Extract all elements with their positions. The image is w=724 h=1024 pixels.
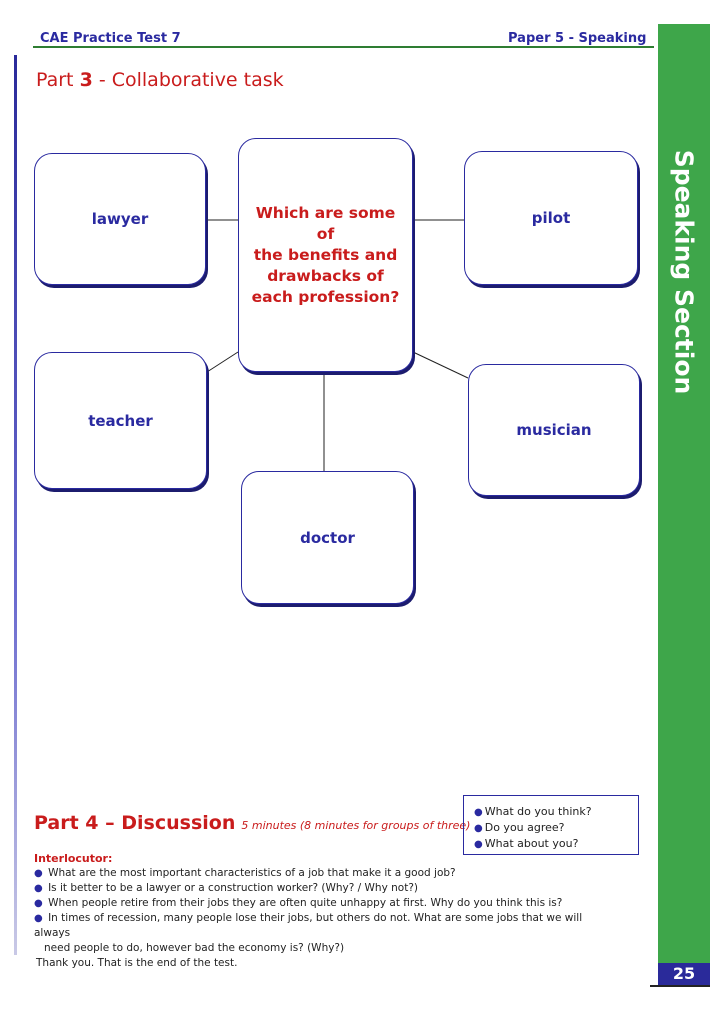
profession-box-lawyer — [34, 153, 206, 285]
part3-number: 3 — [79, 69, 93, 91]
profession-box-doctor — [241, 471, 414, 604]
part4-title: Part 4 – Discussion — [34, 812, 236, 834]
bullet-icon: ● — [34, 913, 43, 924]
bullet-icon: ● — [474, 807, 483, 818]
connector-musician — [413, 352, 468, 378]
bullet-icon: ● — [34, 868, 43, 879]
prompt-item: ● Do you agree? — [474, 821, 565, 834]
bullet-icon: ● — [34, 883, 43, 894]
side-tab-title: Speaking Section — [669, 149, 699, 395]
header-test-title: CAE Practice Test 7 — [40, 31, 181, 46]
question-item: ● In times of recession, many people lose their jobs, but others do not. What are some jobs that we will always — [34, 912, 583, 939]
profession-box-pilot — [464, 151, 638, 285]
follow-up-prompts-box — [463, 795, 639, 855]
profession-label-doctor: doctor — [300, 528, 355, 547]
profession-label-lawyer: lawyer — [91, 210, 149, 228]
central-question-text: Which are some of the benefits and drawbacks of each profession? — [251, 203, 400, 306]
prompt-item: ● What about you? — [474, 837, 579, 850]
profession-label-teacher: teacher — [88, 411, 153, 430]
interlocutor-label: Interlocutor: — [34, 852, 113, 865]
profession-label-musician: musician — [516, 421, 592, 439]
question-item: ● When people retire from their jobs they are often quite unhappy at first. Why do you think this is? — [34, 897, 563, 909]
question-item: ● What are the most important characteristics of a job that make it a good job? — [34, 867, 456, 879]
part3-part-word: Part — [36, 69, 80, 91]
central-question-box — [238, 138, 413, 372]
part3-title: - Collaborative task — [92, 69, 284, 91]
bullet-icon: ● — [34, 898, 43, 909]
closing-line: Thank you. That is the end of the test. — [36, 957, 238, 969]
prompt-item: ● What do you think? — [474, 805, 592, 818]
profession-label-pilot: pilot — [531, 209, 571, 227]
bullet-icon: ● — [474, 823, 483, 834]
interlocutor-questions — [34, 866, 614, 956]
part4-timing: 5 minutes (8 minutes for groups of three) — [241, 819, 471, 832]
bullet-icon: ● — [474, 839, 483, 850]
profession-box-teacher — [34, 352, 207, 489]
header-paper-title: Paper 5 - Speaking — [508, 31, 647, 46]
part4-heading — [34, 812, 470, 834]
question-item: ● Is it better to be a lawyer or a construction worker? (Why? / Why not?) — [34, 882, 419, 894]
page-number: 25 — [658, 963, 710, 985]
profession-box-musician — [468, 364, 640, 496]
question-continuation: need people to do, however bad the economy is? (Why?) — [44, 942, 345, 954]
connector-teacher — [207, 352, 238, 372]
